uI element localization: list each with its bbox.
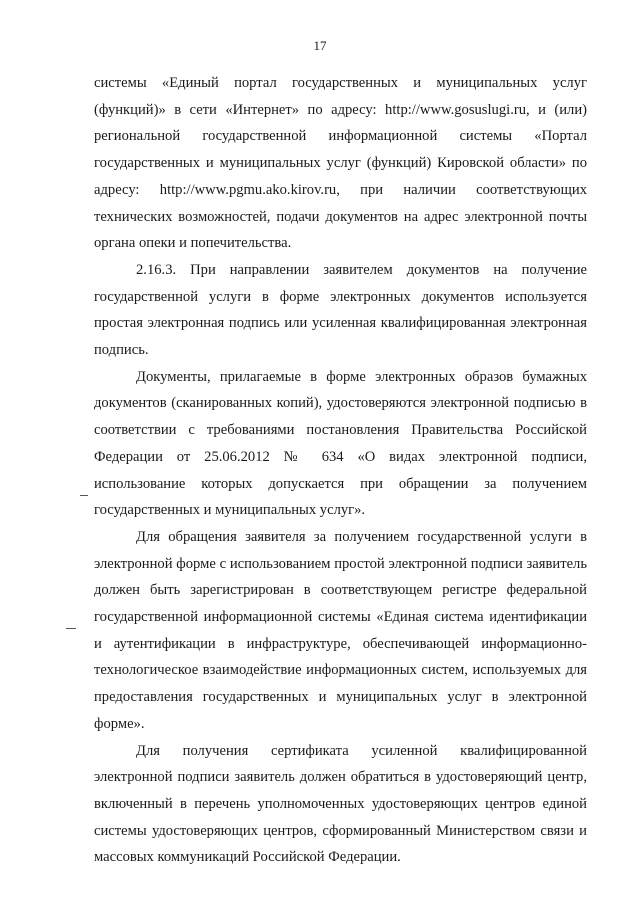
paragraph-portal-addresses: системы «Единый портал государственных и муниципальных услуг (функций)» в сети «Интернет» по адресу: http://www.gosuslugi.ru, и (или) региональной государственной информационной системы «Портал государственных и муниципальных услуг (функций) Кировской области» по адресу: http://www.pgmu.ako.kirov.ru, при наличии соответствующих технических возможностей, подачи документов на адрес электронной почты органа опеки и попечительства.	[94, 75, 587, 252]
scan-mark	[66, 628, 76, 629]
document-body	[94, 70, 587, 871]
paragraph-2-16-3: 2.16.3. При направлении заявителем документов на получение государственной услуги в форме электронных документов используется простая электронная подпись или усиленная квалифицированная электронная подпись.	[94, 261, 587, 359]
scan-mark	[80, 495, 88, 496]
page-number: 17	[313, 38, 327, 53]
paragraph-scanned-documents: Документы, прилагаемые в форме электронных образов бумажных документов (сканированных копий), удостоверяются электронной подписью в соответствии с требованиями постановления Правительства Российской Федерации от 25.06.2012 № 634 «О видах электронной подписи, использование которых допускается при обращении за получением государственных и муниципальных услуг».	[94, 368, 587, 519]
paragraph-simple-signature: Для обращения заявителя за получением государственной услуги в электронной форме с использованием простой электронной подписи заявитель должен быть зарегистрирован в соответствующем регистре федеральной государственной информационной системы «Единая система идентификации и аутентификации в инфраструктуре, обеспечивающей информационно-технологическое взаимодействие информационных систем, используемых для предоставления государственных и муниципальных услуг в электронной форме».	[94, 528, 587, 732]
paragraph-qualified-certificate: Для получения сертификата усиленной квалифицированной электронной подписи заявитель должен обратиться в удостоверяющий центр, включенный в перечень уполномоченных удостоверяющих центров единой системы удостоверяющих центров, сформированный Министерством связи и массовых коммуникаций Российской Федерации.	[94, 742, 587, 866]
